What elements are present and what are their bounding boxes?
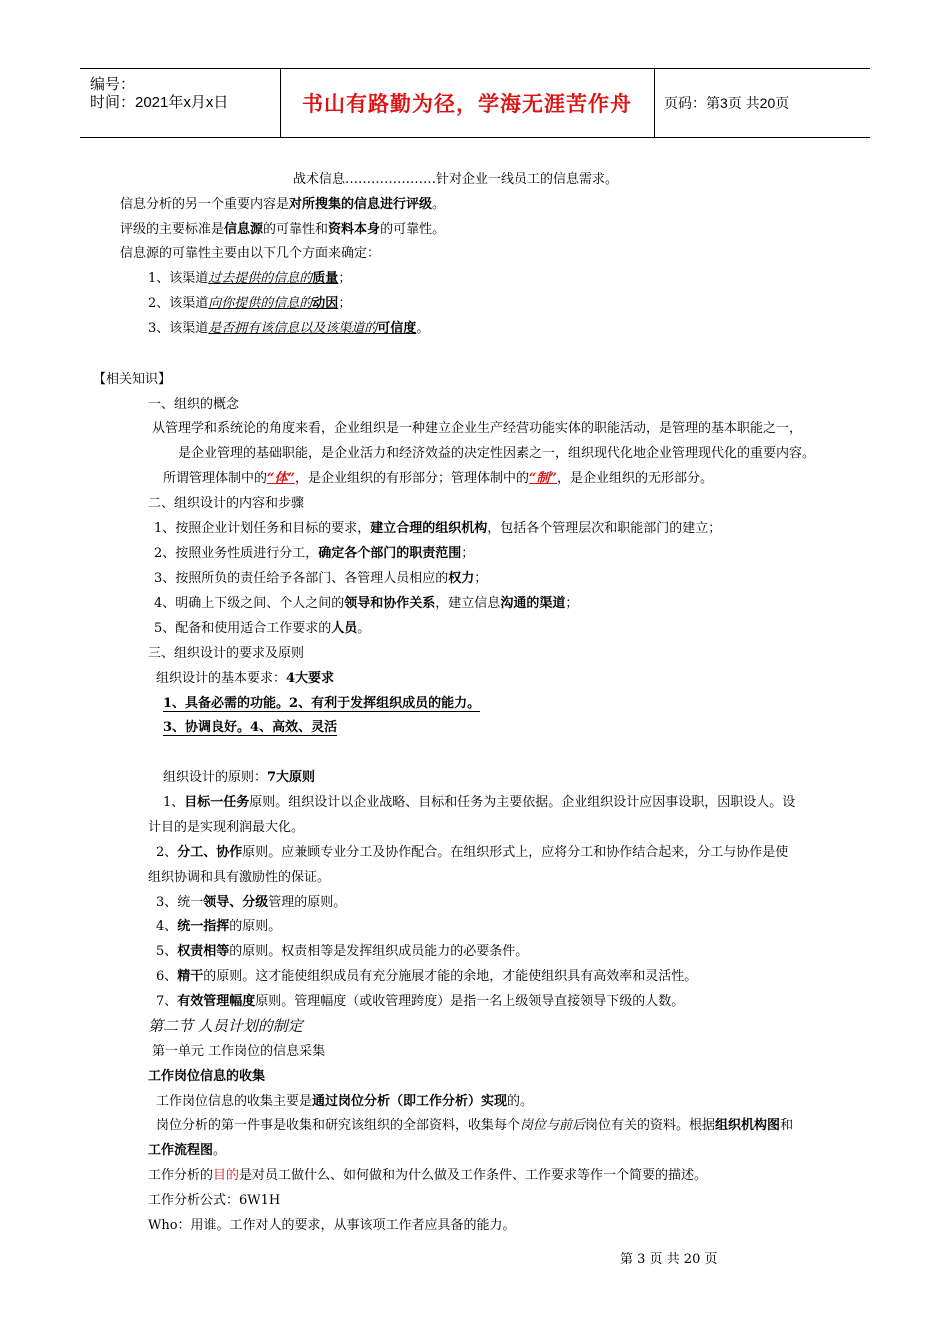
paragraph-line: 是企业管理的基础职能，是企业活力和经济效益的决定性因素之一，组织现代化地企业管理现代化的重要内容。 [178, 446, 816, 461]
requirement-line: 1、具备必需的功能。2、有利于发挥组织成员的能力。 [163, 696, 481, 711]
page-info: 页码：第3页 共20页 [664, 95, 790, 111]
list-item: 5、权责相等的原则。权责相等是发挥组织成员能力的必要条件。 [156, 944, 529, 959]
paragraph-line: 计目的是实现利润最大化。 [148, 820, 305, 835]
list-item: 1、按照企业计划任务和目标的要求，建立合理的组织机构，包括各个管理层次和职能部门的建立； [154, 521, 722, 536]
unit-heading: 第一单元 工作岗位的信息采集 [152, 1044, 326, 1059]
list-item: 7、有效管理幅度原则。管理幅度（或收管理跨度）是指一名上级领导直接领导下级的人数。 [156, 994, 685, 1009]
page-footer: 第 3 页 共 20 页 [620, 1252, 718, 1267]
list-item: 1、目标一任务原则。组织设计以企业战略、目标和任务为主要依据。企业组织设计应因事设职，因职设人。设 [163, 795, 796, 810]
section-heading: 三、组织设计的要求及原则 [148, 646, 305, 661]
chapter-heading: 第二节 人员计划的制定 [148, 1017, 303, 1035]
paragraph-line: Who：用谁。工作对人的要求，从事该项工作者应具备的能力。 [148, 1218, 516, 1233]
paragraph-line: 组织设计的原则：7大原则 [163, 770, 316, 785]
header-left-cell [80, 69, 281, 137]
text-line: 战术信息…………………针对企业一线员工的信息需求。 [293, 172, 619, 187]
number-label: 编号： [90, 76, 136, 93]
list-item: 4、明确上下级之间、个人之间的领导和协作关系，建立信息沟通的渠道； [154, 596, 579, 611]
paragraph-line: 工作分析的目的是对员工做什么、如何做和为什么做及工作条件、工作要求等作一个简要的描述。 [148, 1168, 708, 1183]
paragraph-line: 工作流程图。 [148, 1143, 227, 1158]
paragraph-line: 组织协调和具有激励性的保证。 [148, 870, 331, 885]
paragraph-line: 岗位分析的第一件事是收集和研究该组织的全部资料，收集每个岗位与前后岗位有关的资料。根据组织机构图和 [156, 1118, 794, 1133]
paragraph-line: 工作岗位信息的收集主要是通过岗位分析（即工作分析）实现的。 [156, 1094, 534, 1109]
requirement-line: 3、协调良好。4、高效、灵活 [163, 720, 338, 735]
header-motto-cell [280, 69, 655, 137]
list-item: 1、该渠道过去提供的信息的质量； [148, 271, 352, 286]
paragraph-line: 从管理学和系统论的角度来看，企业组织是一种建立企业生产经营功能实体的职能活动，是管理的基本职能之一， [152, 421, 803, 436]
text-line: 信息分析的另一个重要内容是对所搜集的信息进行评级。 [120, 197, 446, 212]
list-item: 3、按照所负的责任给予各部门、各管理人员相应的权力； [154, 571, 488, 586]
page-header [80, 68, 870, 138]
list-item: 2、分工、协作原则。应兼顾专业分工及协作配合。在组织形式上，应将分工和协作结合起来，分工与协作是使 [156, 845, 789, 860]
paragraph-line: 工作分析公式：6W1H [148, 1193, 281, 1208]
list-item: 6、精干的原则。这才能使组织成员有充分施展才能的余地，才能使组织具有高效率和灵活性。 [156, 969, 698, 984]
paragraph-line: 组织设计的基本要求：4大要求 [156, 671, 335, 686]
section-heading: 二、组织设计的内容和步骤 [148, 496, 305, 511]
list-item: 3、该渠道是否拥有该信息以及该渠道的可信度。 [148, 321, 430, 336]
section-heading: 一、组织的概念 [148, 397, 240, 412]
date-label: 时间：2021年x月x日 [90, 94, 229, 111]
list-item: 2、按照业务性质进行分工，确定各个部门的职责范围； [154, 546, 475, 561]
list-item: 5、配备和使用适合工作要求的人员。 [154, 621, 371, 636]
paragraph-line: 所谓管理体制中的“体”，是企业组织的有形部分；管理体制中的“制”，是企业组织的无形部分。 [163, 471, 713, 486]
section-heading: 【相关知识】 [93, 372, 172, 387]
list-item: 4、统一指挥的原则。 [156, 919, 282, 934]
subheading: 工作岗位信息的收集 [148, 1069, 266, 1084]
list-item: 2、该渠道向你提供的信息的动因； [148, 296, 352, 311]
header-page-cell [654, 69, 880, 137]
text-line: 信息源的可靠性主要由以下几个方面来确定： [120, 246, 381, 261]
list-item: 3、统一领导、分级管理的原则。 [156, 895, 347, 910]
text-line: 评级的主要标准是信息源的可靠性和资料本身的可靠性。 [120, 222, 446, 237]
motto: 书山有路勤为径，学海无涯苦作舟 [302, 92, 632, 116]
